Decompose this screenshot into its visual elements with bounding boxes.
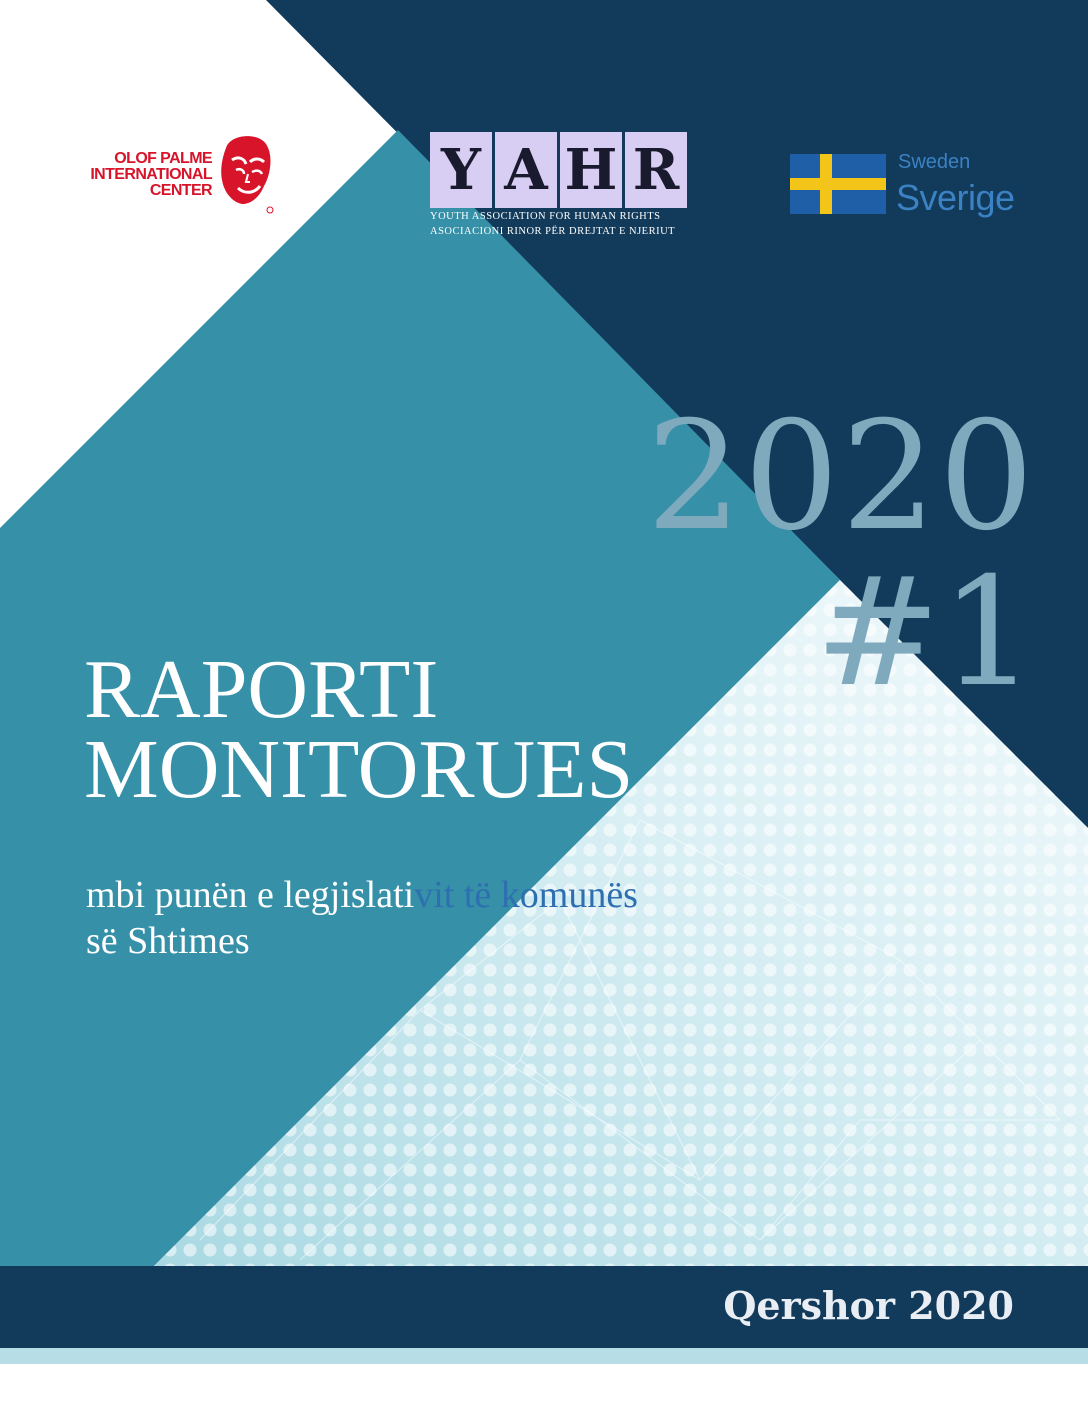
- title-line2: MONITORUES: [84, 723, 634, 816]
- yahr-subtitle-sq: ASOCIACIONI RINOR PËR DREJTAT E NJERIUT: [430, 226, 676, 237]
- yahr-letter-h: H: [560, 132, 622, 208]
- subtitle-part2: vit të komunës: [414, 874, 638, 916]
- report-subtitle: [86, 872, 638, 964]
- subtitle-line2: së Shtimes: [86, 920, 250, 962]
- yahr-letter-y: Y: [430, 132, 492, 208]
- yahr-subtitle-en: YOUTH ASSOCIATION FOR HUMAN RIGHTS: [430, 211, 661, 222]
- report-year: 2020: [646, 390, 1036, 564]
- yahr-letter-r: R: [625, 132, 687, 208]
- subtitle-part1: mbi punën e legjislati: [86, 874, 415, 916]
- swedish-flag-icon: [790, 154, 886, 214]
- yahr-letters: [430, 132, 692, 208]
- yahr-letter-a: A: [495, 132, 557, 208]
- sweden-sverige-logo: [790, 151, 1050, 218]
- sverige-label: Sverige: [896, 177, 1015, 218]
- olof-palme-logo: [66, 128, 280, 218]
- palme-line3: CENTER: [149, 182, 212, 199]
- report-issue-number: #1: [814, 546, 1036, 720]
- yahr-logo: [430, 132, 692, 242]
- bottom-white: [0, 1364, 1088, 1408]
- report-title: [84, 643, 634, 816]
- palme-portrait-icon: [212, 130, 280, 216]
- subtitle-line1: [86, 872, 638, 918]
- palme-line2: INTERNATIONAL: [90, 166, 212, 183]
- palme-line1: OLOF PALME: [114, 150, 212, 167]
- report-date: Qershor 2020: [723, 1283, 1014, 1328]
- sweden-label: Sweden: [898, 151, 971, 173]
- bottom-strip: [0, 1348, 1088, 1364]
- title-line1: RAPORTI: [84, 643, 439, 736]
